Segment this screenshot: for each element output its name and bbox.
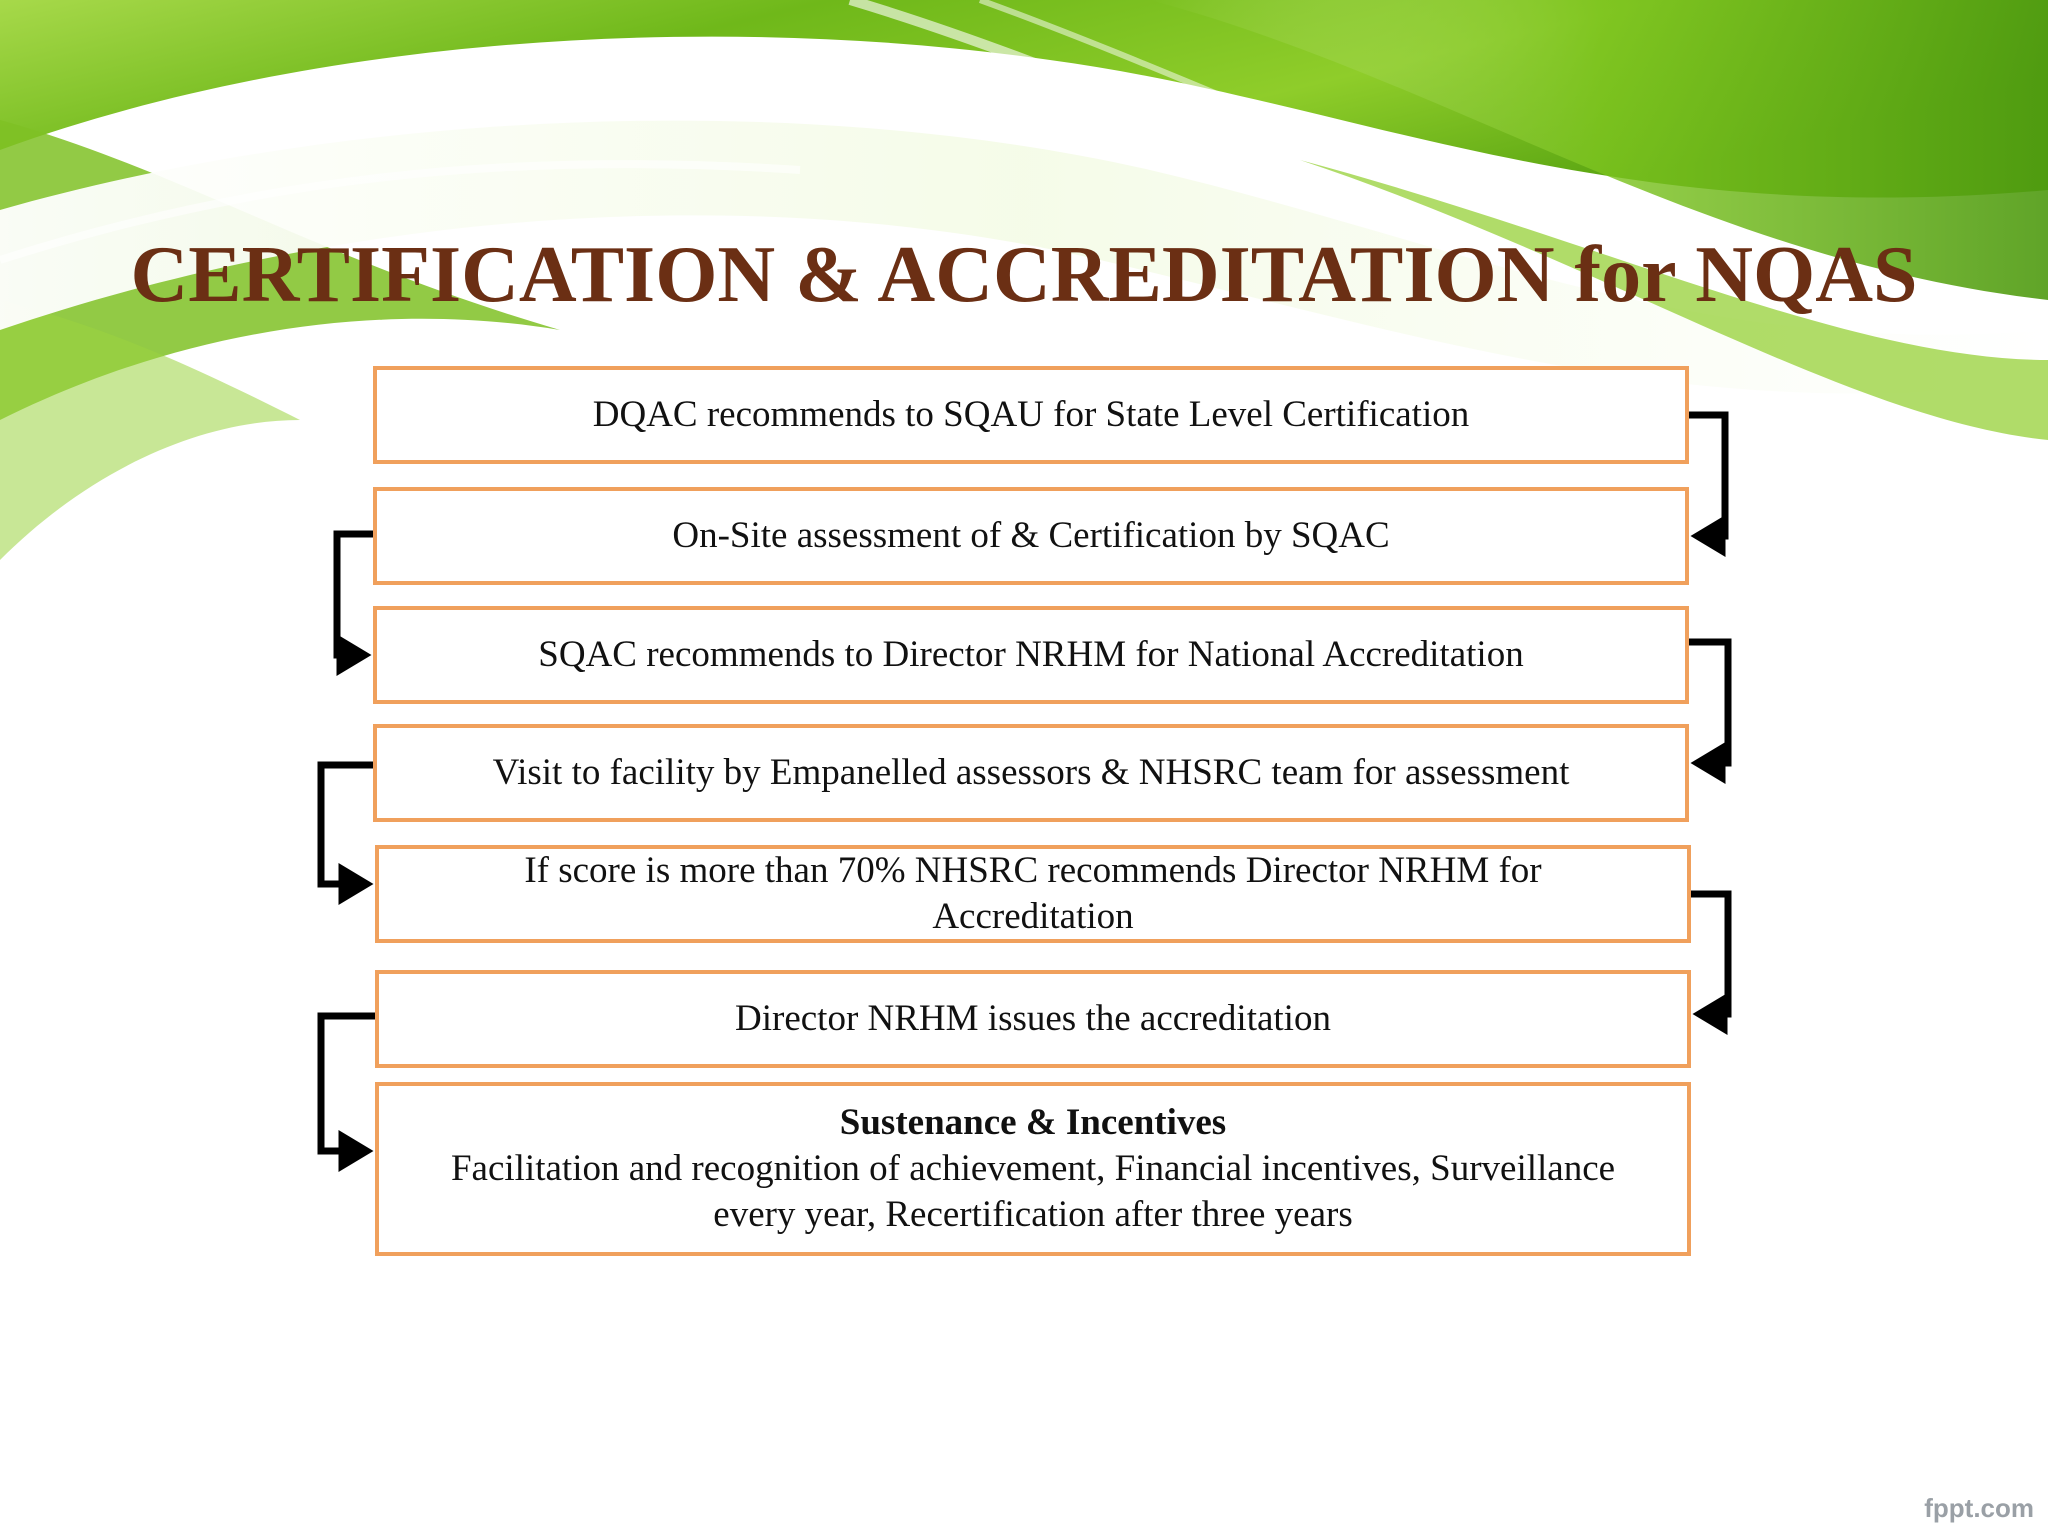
flow-step-2 [373, 487, 1689, 585]
flow-step-6-text: Director NRHM issues the accreditation [735, 998, 1331, 1039]
flow-step-3 [373, 606, 1689, 704]
flow-step-3-text: SQAC recommends to Director NRHM for National Accreditation [538, 634, 1524, 675]
flow-step-6 [375, 970, 1691, 1068]
slide-title: CERTIFICATION & ACCREDITATION for NQAS [130, 231, 1918, 319]
flow-step-4 [373, 724, 1689, 822]
flow-step-5-text: If score is more than 70% NHSRC recommends Director NRHM for Accreditation [524, 850, 1542, 937]
flow-step-4-text: Visit to facility by Empanelled assessors & NHSRC team for assessment [492, 752, 1570, 793]
flow-step-1-text: DQAC recommends to SQAU for State Level Certification [592, 394, 1470, 435]
flow-step-2-text: On-Site assessment of & Certification by SQAC [672, 515, 1390, 556]
flow-step-1 [373, 366, 1689, 464]
flow-step-7-text: Facilitation and recognition of achievement, Financial incentives, Surveillance every year, Recertification after three years [450, 1148, 1616, 1235]
watermark: fppt.com [1924, 1493, 2034, 1523]
flow-step-5 [375, 845, 1691, 943]
flow-step-7-heading: Sustenance & Incentives [839, 1102, 1227, 1143]
flow-step-7 [375, 1082, 1691, 1256]
